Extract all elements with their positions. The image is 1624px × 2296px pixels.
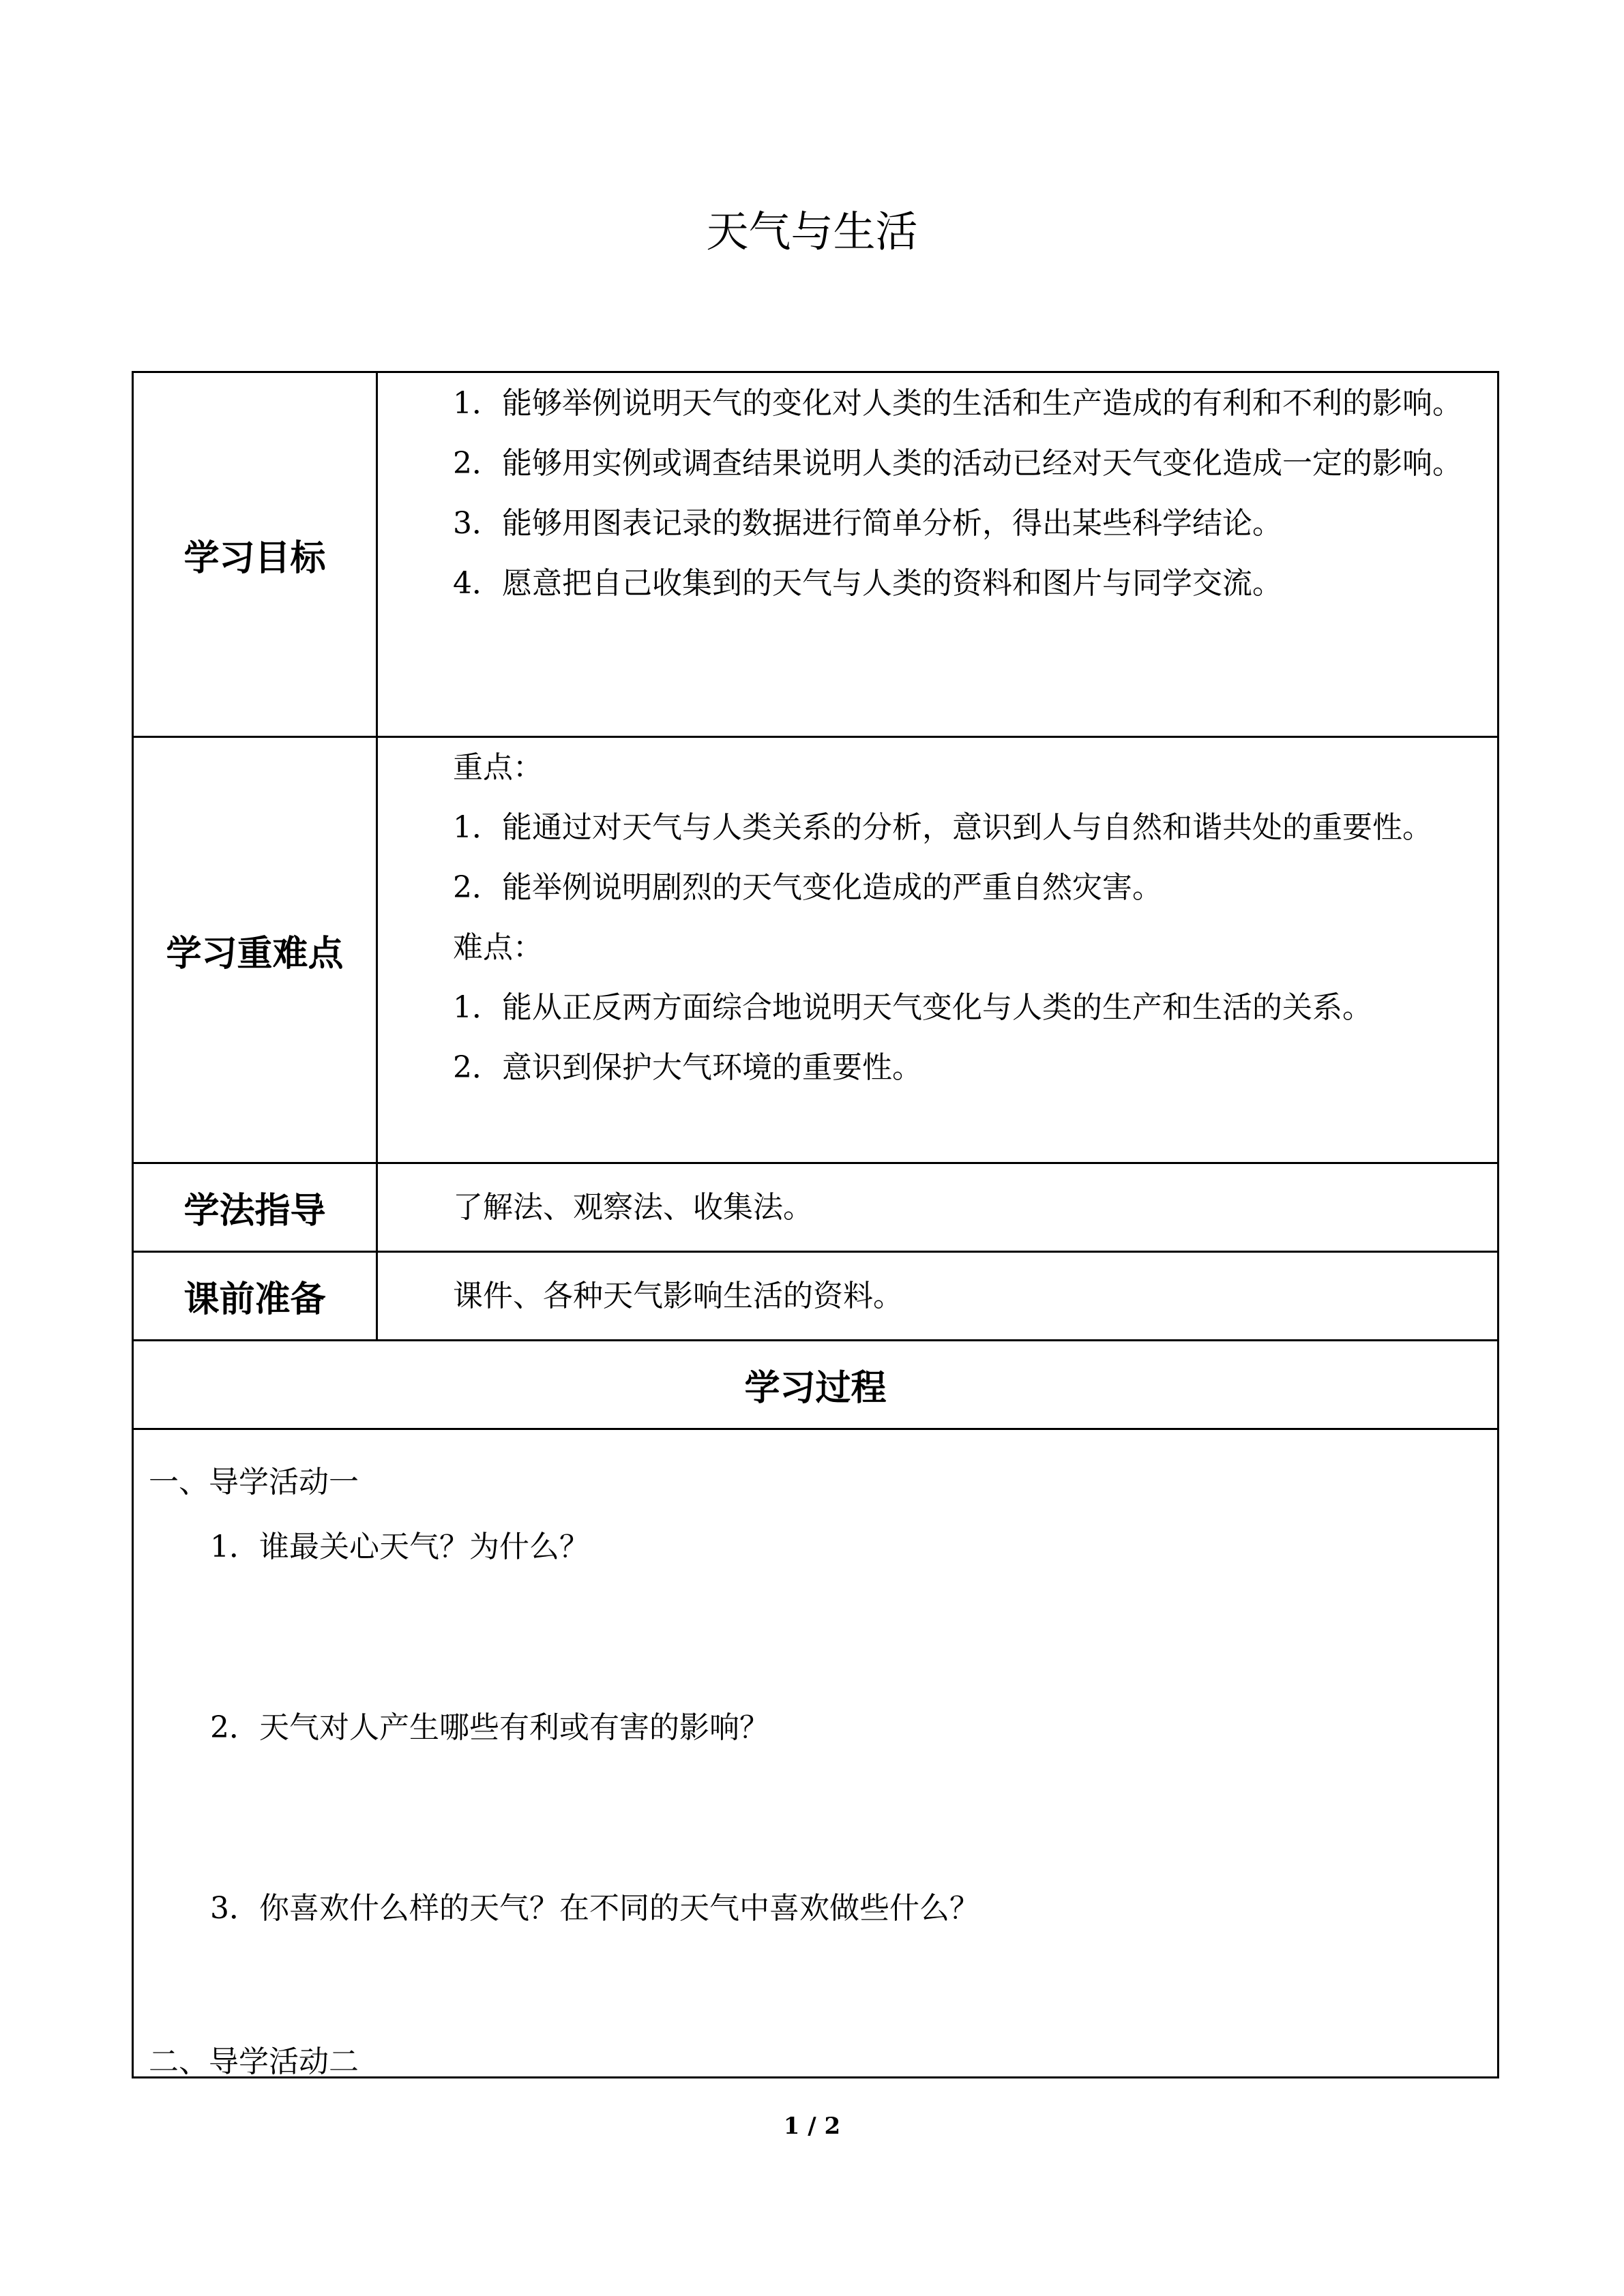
activity-1-title: 一、导学活动一 xyxy=(149,1465,359,1500)
objectives-label: 学习目标 xyxy=(134,373,378,736)
objectives-content xyxy=(378,373,1497,736)
objective-item: 3．能够用图表记录的数据进行简单分析，得出某些科学结论。 xyxy=(453,506,1282,541)
method-label: 学法指导 xyxy=(134,1164,378,1251)
objective-item: 1．能够举例说明天气的变化对人类的生活和生产造成的有利和不利的影响。 xyxy=(453,386,1462,421)
process-content xyxy=(134,1430,1497,2079)
objective-item: 2．能够用实例或调查结果说明人类的活动已经对天气变化造成一定的影响。 xyxy=(453,446,1462,481)
preparation-content xyxy=(378,1253,1497,1339)
key-points-label: 学习重难点 xyxy=(134,738,378,1162)
question-item: 2．天气对人产生哪些有利或有害的影响？ xyxy=(210,1710,769,1745)
preparation-text: 课件、各种天气影响生活的资料。 xyxy=(453,1278,903,1313)
focus-label: 重点： xyxy=(453,750,543,785)
method-row xyxy=(134,1164,1497,1253)
activity-2-title: 二、导学活动二 xyxy=(149,2044,359,2079)
focus-item: 1．能通过对天气与人类关系的分析，意识到人与自然和谐共处的重要性。 xyxy=(453,810,1432,845)
focus-item: 2．能举例说明剧烈的天气变化造成的严重自然灾害。 xyxy=(453,870,1162,905)
method-content xyxy=(378,1164,1497,1251)
difficulty-item: 2．意识到保护大气环境的重要性。 xyxy=(453,1050,922,1085)
process-content-row xyxy=(134,1430,1497,2079)
process-heading-row xyxy=(134,1341,1497,1430)
lesson-table xyxy=(132,371,1499,2078)
question-item: 3．你喜欢什么样的天气？在不同的天气中喜欢做些什么？ xyxy=(210,1891,979,1926)
process-heading: 学习过程 xyxy=(744,1367,887,1409)
preparation-row xyxy=(134,1253,1497,1341)
preparation-label: 课前准备 xyxy=(134,1253,378,1339)
question-item: 1．谁最关心天气？为什么？ xyxy=(210,1530,589,1564)
page-number: 1 / 2 xyxy=(783,2113,841,2140)
key-points-content xyxy=(378,738,1497,1162)
objective-item: 4．愿意把自己收集到的天气与人类的资料和图片与同学交流。 xyxy=(453,566,1282,601)
difficulty-item: 1．能从正反两方面综合地说明天气变化与人类的生产和生活的关系。 xyxy=(453,990,1372,1025)
objectives-row xyxy=(134,373,1497,738)
key-points-row xyxy=(134,738,1497,1164)
page-title: 天气与生活 xyxy=(706,207,918,256)
difficulty-label: 难点： xyxy=(453,930,543,965)
method-text: 了解法、观察法、收集法。 xyxy=(453,1189,813,1225)
